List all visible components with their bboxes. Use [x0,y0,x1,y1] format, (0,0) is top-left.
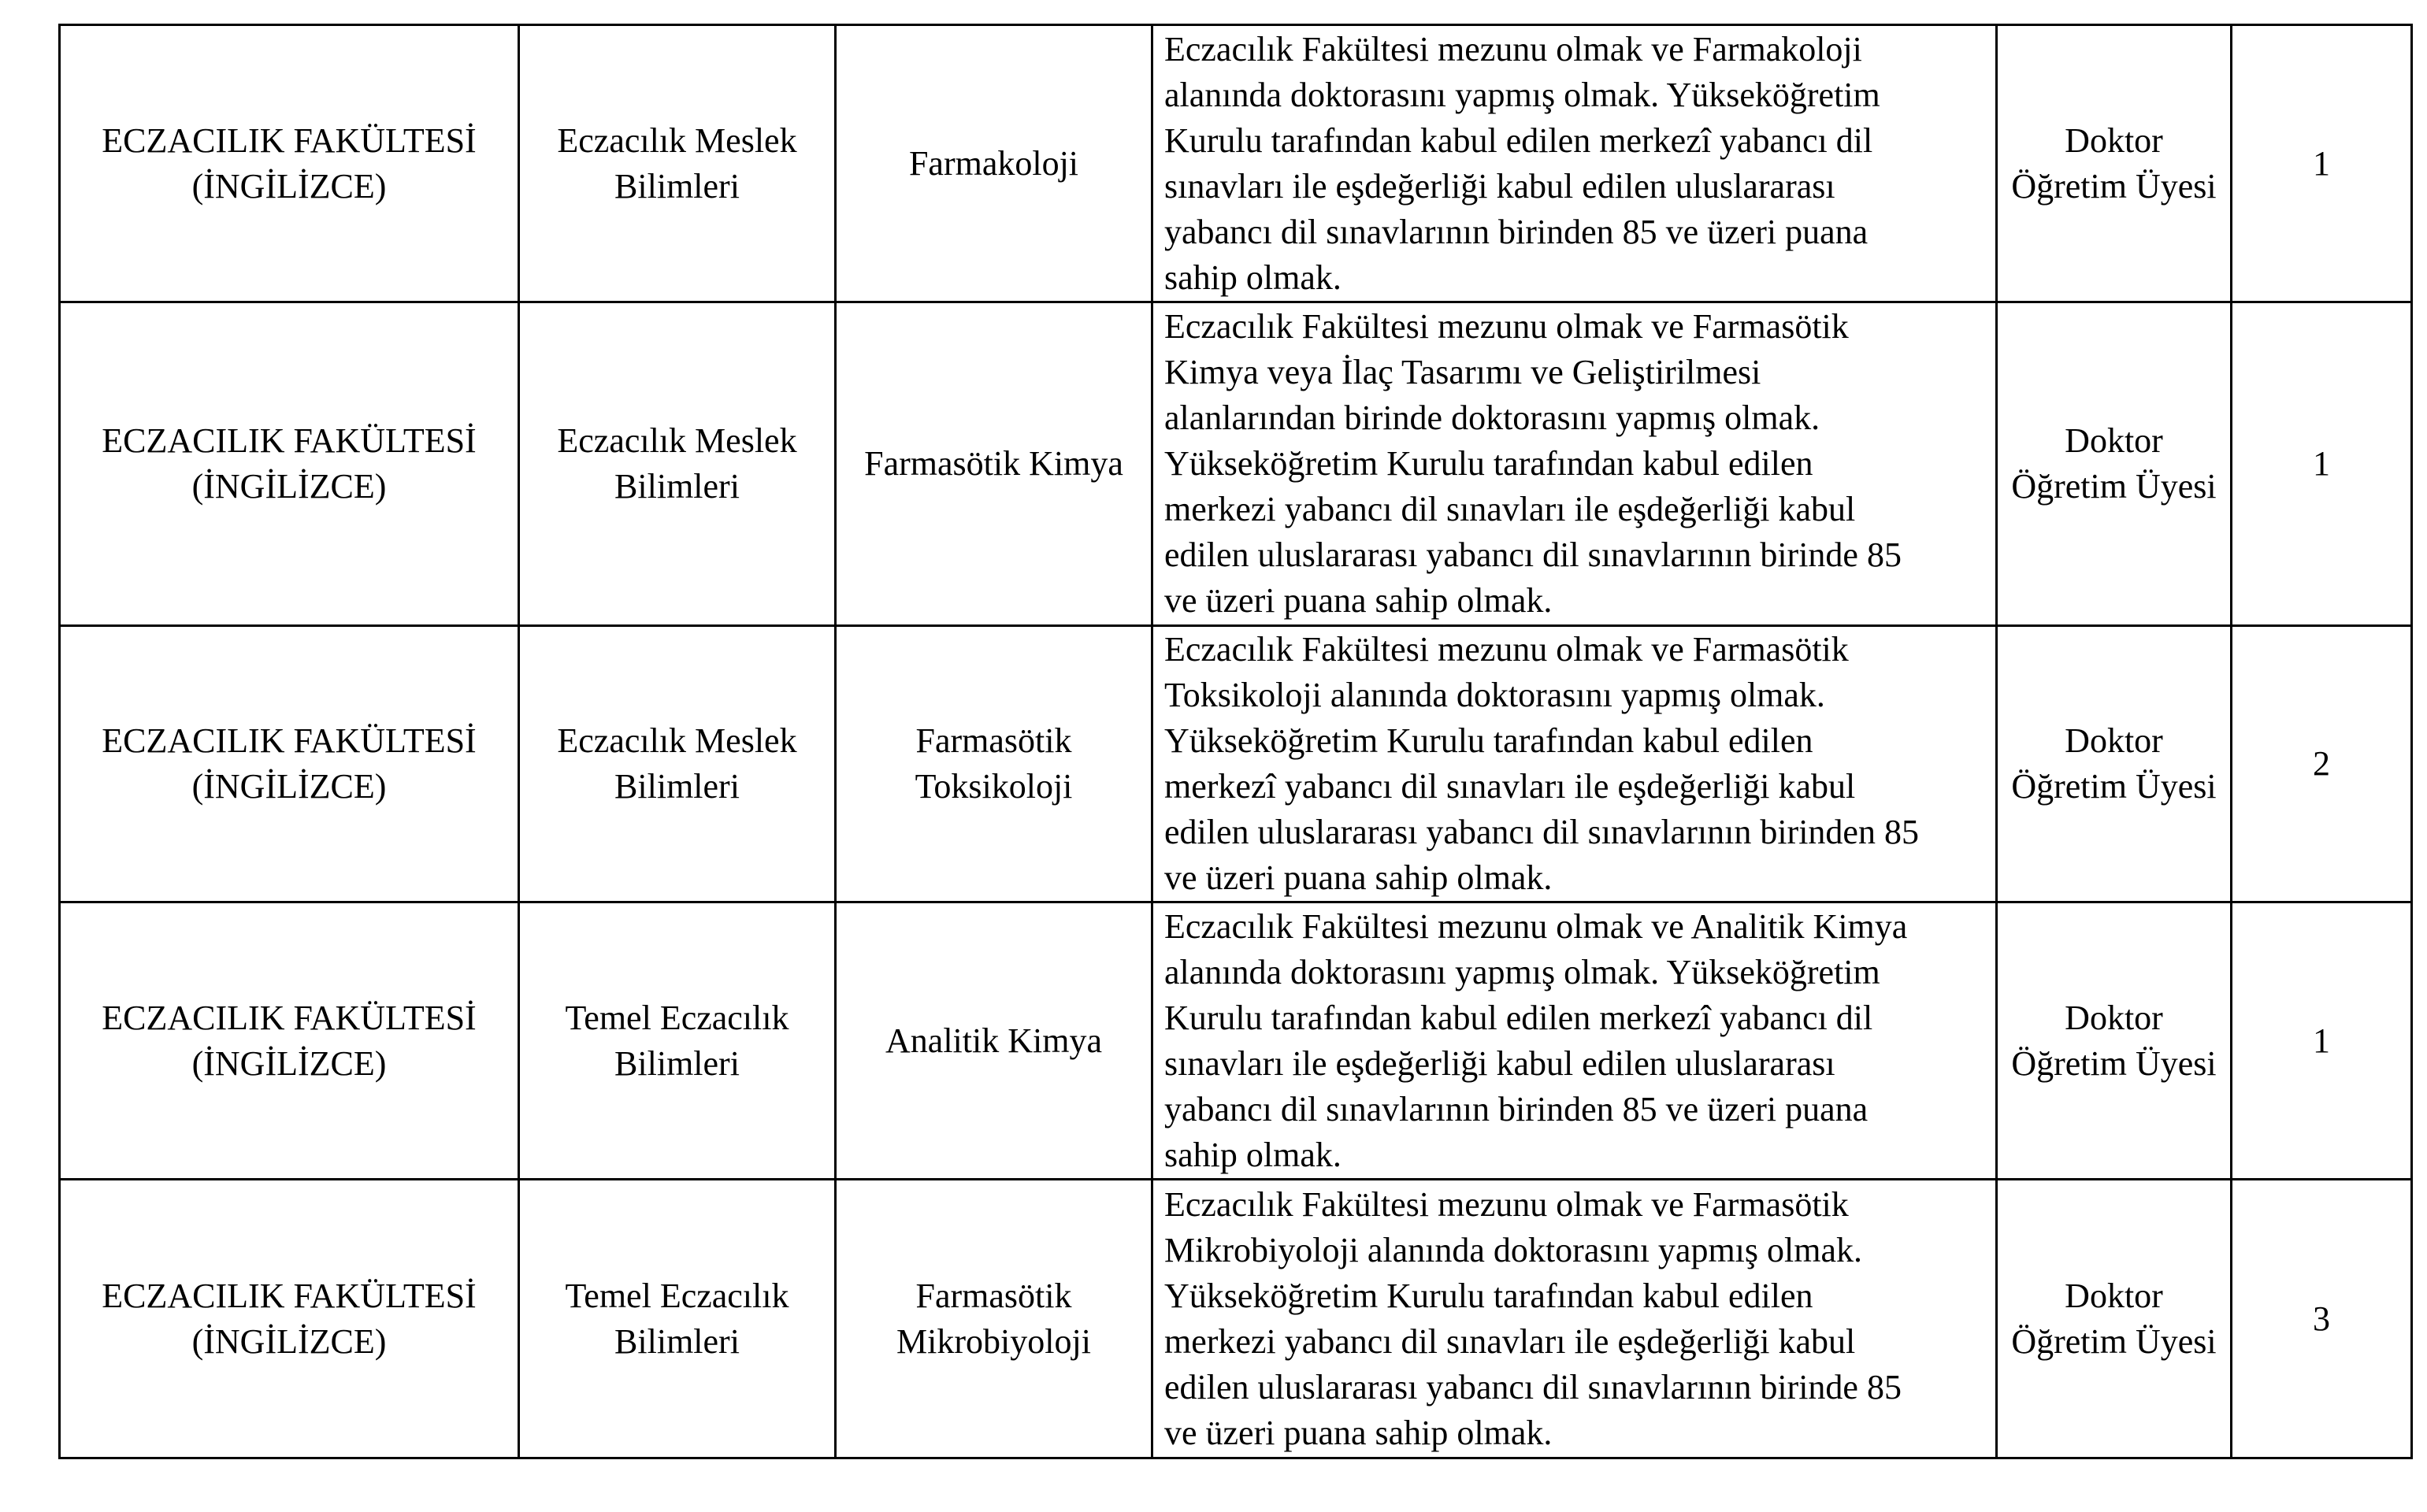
department-cell: Eczacılık Meslek Bilimleri [519,25,836,302]
department-cell: Eczacılık Meslek Bilimleri [519,302,836,626]
table-row [60,302,2412,626]
faculty-cell: ECZACILIK FAKÜLTESİ (İNGİLİZCE) [60,626,519,902]
faculty-cell: ECZACILIK FAKÜLTESİ (İNGİLİZCE) [60,302,519,626]
title-cell: Doktor Öğretim Üyesi [1997,302,2232,626]
positions-table [58,24,2413,1459]
faculty-cell: ECZACILIK FAKÜLTESİ (İNGİLİZCE) [60,902,519,1180]
field-cell: Farmasötik Kimya [836,302,1152,626]
requirements-cell: Eczacılık Fakültesi mezunu olmak ve Analitik Kimya alanında doktorasını yapmış olmak. Yükseköğretim Kurulu tarafından kabul edilen merkezî yabancı dil sınavları ile eşdeğerliği kabul edilen uluslararası yabancı dil sınavlarının birinden 85 ve üzeri puana sahip olmak. [1152,902,1997,1180]
count-cell: 3 [2232,1180,2412,1458]
table-row [60,25,2412,302]
requirements-cell: Eczacılık Fakültesi mezunu olmak ve Farmasötik Kimya veya İlaç Tasarımı ve Geliştirilmesi alanlarından birinde doktorasını yapmış olmak. Yükseköğretim Kurulu tarafından kabul edilen merkezi yabancı dil sınavları ile eşdeğerliği kabul edilen uluslararası yabancı dil sınavlarının birinde 85 ve üzeri puana sahip olmak. [1152,302,1997,626]
title-cell: Doktor Öğretim Üyesi [1997,626,2232,902]
title-cell: Doktor Öğretim Üyesi [1997,1180,2232,1458]
count-cell: 1 [2232,302,2412,626]
faculty-cell: ECZACILIK FAKÜLTESİ (İNGİLİZCE) [60,1180,519,1458]
requirements-cell: Eczacılık Fakültesi mezunu olmak ve Farmasötik Toksikoloji alanında doktorasını yapmış olmak. Yükseköğretim Kurulu tarafından kabul edilen merkezî yabancı dil sınavları ile eşdeğerliği kabul edilen uluslararası yabancı dil sınavlarının birinden 85 ve üzeri puana sahip olmak. [1152,626,1997,902]
department-cell: Temel Eczacılık Bilimleri [519,902,836,1180]
count-cell: 1 [2232,902,2412,1180]
count-cell: 1 [2232,25,2412,302]
faculty-cell: ECZACILIK FAKÜLTESİ (İNGİLİZCE) [60,25,519,302]
field-cell: Farmasötik Toksikoloji [836,626,1152,902]
requirements-cell: Eczacılık Fakültesi mezunu olmak ve Farmakoloji alanında doktorasını yapmış olmak. Yükseköğretim Kurulu tarafından kabul edilen merkezî yabancı dil sınavları ile eşdeğerliği kabul edilen uluslararası yabancı dil sınavlarının birinden 85 ve üzeri puana sahip olmak. [1152,25,1997,302]
count-cell: 2 [2232,626,2412,902]
field-cell: Farmasötik Mikrobiyoloji [836,1180,1152,1458]
table-row [60,902,2412,1180]
field-cell: Analitik Kimya [836,902,1152,1180]
field-cell: Farmakoloji [836,25,1152,302]
title-cell: Doktor Öğretim Üyesi [1997,25,2232,302]
department-cell: Temel Eczacılık Bilimleri [519,1180,836,1458]
table-row [60,1180,2412,1458]
department-cell: Eczacılık Meslek Bilimleri [519,626,836,902]
table-row [60,626,2412,902]
title-cell: Doktor Öğretim Üyesi [1997,902,2232,1180]
requirements-cell: Eczacılık Fakültesi mezunu olmak ve Farmasötik Mikrobiyoloji alanında doktorasını yapmış olmak. Yükseköğretim Kurulu tarafından kabul edilen merkezi yabancı dil sınavları ile eşdeğerliği kabul edilen uluslararası yabancı dil sınavlarının birinde 85 ve üzeri puana sahip olmak. [1152,1180,1997,1458]
